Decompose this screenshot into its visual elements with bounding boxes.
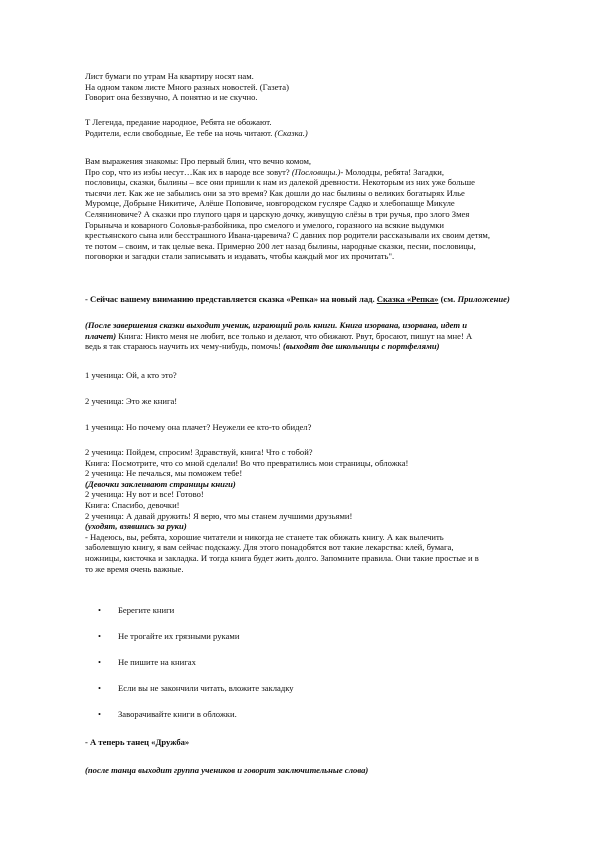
announcement-text: (см. — [438, 294, 458, 304]
rule-text: Заворачивайте книги в обложки. — [118, 709, 237, 719]
bullet-icon: • — [98, 631, 102, 641]
dialogue-line: 2 ученица: Не печалься, мы поможем тебе! — [85, 468, 243, 479]
intro-answer: (Пословицы.) — [291, 166, 341, 177]
intro-line: Селяниновиче? А сказки про глупого царя и царскую дочку, живущую слёзы в три ручья, про злого Змея — [85, 208, 470, 219]
rule-text: Берегите книги — [118, 605, 175, 615]
intro-line: тысячи лет. Как же не забылись они за это время? Как дошли до нас былины о великих богатырях Илье — [85, 187, 465, 198]
intro-text: Про сор, что из избы несут…Как их в народе все зовут? — [85, 166, 292, 177]
stage-note: (уходят, взявшись за руки) — [85, 521, 187, 532]
book-speech: ведь я так стараюсь научить их чему-нибудь, помочь! — [85, 341, 284, 352]
announcement-text: - Сейчас вашему вниманию представляется сказка «Репка» на новый лад. — [85, 294, 377, 304]
intro-text: - Молодцы, ребята! Загадки, — [340, 166, 445, 177]
bullet-icon: • — [98, 605, 102, 615]
intro-line — [85, 167, 553, 178]
rule-text: Не пишите на книгах — [118, 657, 196, 667]
bullet-icon: • — [98, 657, 102, 667]
dialogue-line: Книга: Посмотрите, что со мной сделали! Во что превратились мои страницы, обложка! — [85, 457, 409, 468]
dialogue-line: 2 ученица: Это же книга! — [85, 396, 178, 406]
announcement — [85, 294, 553, 305]
riddle-line: Говорит она беззвучно, А понятно и не скучно. — [85, 92, 258, 103]
stage-note: плачет) — [85, 330, 117, 341]
dialogue-line: 2 ученица: А давай дружить! Я верю, что мы станем лучшими друзьями! — [85, 510, 353, 521]
riddle-text: Родители, если свободные, Ее тебе на ночь читают. — [85, 127, 275, 138]
intro-line: Горыныча и коварного Соловья-разбойника, про смелого и умелого, горазного на всякие выдумки — [85, 219, 445, 230]
intro-line: те потом – своим, и так целые века. Примерно 200 лет назад былины, народные сказки, песни, пословицы, — [85, 240, 476, 251]
dialogue-line: 1 ученица: Но почему она плачет? Неужели ее кто-то обидел? — [85, 422, 312, 432]
riddle-line: На одном таком листе Много разных новостей. (Газета) — [85, 81, 289, 92]
bullet-icon: • — [98, 709, 102, 719]
dialogue-line: Книга: Спасибо, девочки! — [85, 499, 180, 510]
appendix-note: Приложение) — [457, 294, 510, 304]
final-stage-note: (после танца выходит группа учеников и говорит заключительные слова) — [85, 765, 369, 775]
intro-line: Муромце, Добрыне Никитиче, Алёше Поповиче, новгородском гусляре Садко и хлебопашце Микуле — [85, 198, 455, 209]
dance-text: - А теперь танец — [85, 737, 152, 747]
closing-line: заболевшую книгу, я вам сейчас подскажу. Для этого понадобятся вот такие лекарства: клей, бумага, — [85, 542, 454, 553]
stage-note: (выходят две школьницы с портфелями) — [283, 341, 440, 352]
riddle-block — [85, 71, 553, 103]
riddle-line: Лист бумаги по утрам На квартиру носят нам. — [85, 71, 254, 81]
intro-line: поговорки и загадки стали записывать и издавать, чтобы каждый мог их прочитать". — [85, 251, 395, 262]
stage-note: (Девочки заклеивают страницы книги) — [85, 478, 236, 489]
rule-text: Не трогайте их грязными руками — [118, 631, 240, 641]
stage-note: (После завершения сказки выходит ученик, играющий роль книги. Книга изорвана, изорвана, идет и — [85, 320, 467, 330]
dialogue-block — [85, 447, 553, 574]
tale-link[interactable]: Сказка «Репка» — [376, 294, 439, 304]
riddle-answer: (Сказка.) — [274, 127, 308, 138]
closing-line: ножницы, кисточка и закладка. И тогда книга будет жить долго. Запомните правила. Они такие простые и в — [85, 552, 479, 563]
stage-direction — [85, 320, 553, 352]
book-speech: Книга: Никто меня не любит, все только и делают, что обижают. Рвут, бросают, пишут на мне! А — [116, 330, 473, 341]
closing-line: то же время очень важные. — [85, 563, 184, 574]
intro-line: Вам выражения знакомы: Про первый блин, что вечно комом, — [85, 156, 312, 166]
riddle-line — [85, 128, 553, 139]
intro-paragraph — [85, 156, 553, 262]
dialogue-line: 2 ученица: Ну вот и все! Готово! — [85, 489, 204, 500]
closing-line: - Надеюсь, вы, ребята, хорошие читатели и никогда не станете так обижать книгу. А как вылечить — [85, 531, 444, 542]
intro-line: крестьянского сына или бесстрашного Ивана-царевича? С давних пор родители рассказывали их своим детям, — [85, 230, 490, 241]
rule-text: Если вы не закончили читать, вложите закладку — [118, 683, 294, 693]
intro-line: пословицы, сказки, былины – все они пришли к нам из далекой древности. Некоторым из них уже больше — [85, 177, 475, 188]
dialogue-line: 1 ученица: Ой, а кто это? — [85, 370, 177, 380]
riddle-line: Т Легенда, предание народное, Ребята не обожают. — [85, 117, 272, 127]
dance-title: «Дружба» — [151, 737, 190, 747]
dance-line — [85, 737, 189, 748]
bullet-icon: • — [98, 683, 102, 693]
riddle-block-2 — [85, 117, 553, 138]
dialogue-line: 2 ученица: Пойдем, спросим! Здравствуй, книга! Что с тобой? — [85, 447, 313, 457]
